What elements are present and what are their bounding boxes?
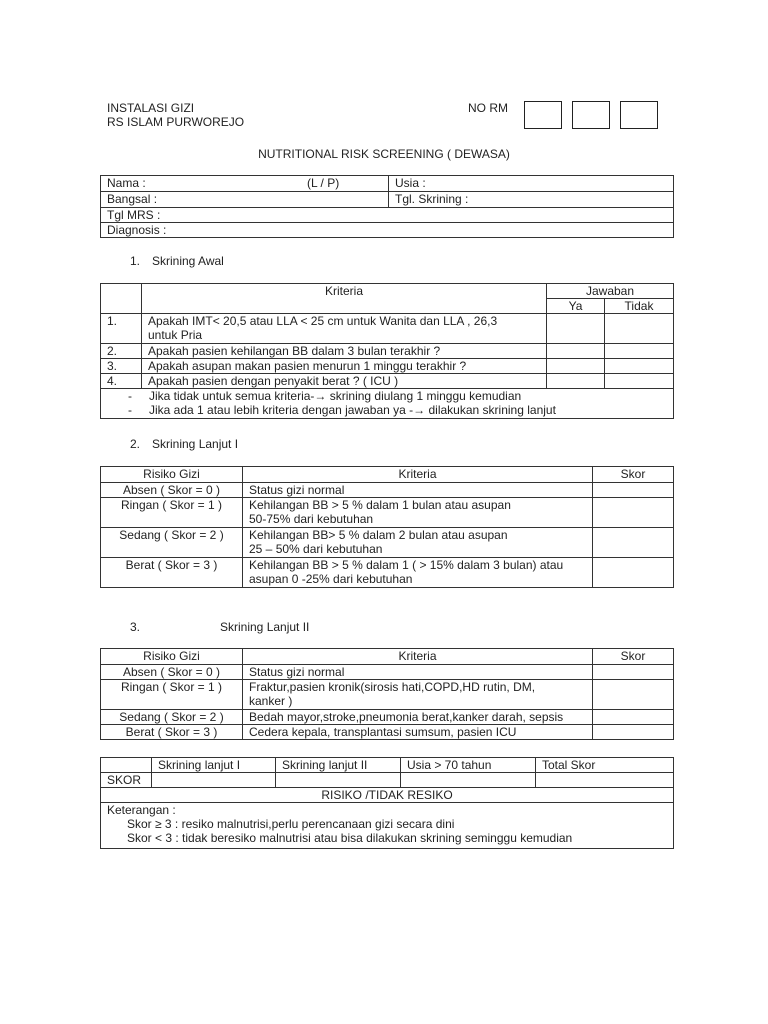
skor-cell[interactable]	[593, 725, 674, 740]
criteria-text: Status gizi normal	[243, 665, 593, 680]
criteria-line: asupan 0 -25% dari kebutuhan	[249, 572, 413, 586]
screening-lanjut-2-table	[100, 648, 674, 740]
criteria-text: Apakah pasien kehilangan BB dalam 3 bulan terakhir ?	[142, 344, 547, 359]
institution-line-1: INSTALASI GIZI	[107, 101, 195, 115]
kriteria-header: Kriteria	[243, 649, 593, 665]
skor-cell[interactable]	[593, 665, 674, 680]
criteria-text	[243, 558, 593, 588]
keterangan-cell	[101, 803, 674, 849]
risiko-result-cell[interactable]: RISIKO /TIDAK RESIKO	[101, 788, 674, 803]
risiko-header: Risiko Gizi	[101, 467, 243, 483]
criteria-line: Kehilangan BB> 5 % dalam 2 bulan atau asupan	[249, 528, 508, 542]
section-2-number: 2.	[130, 437, 141, 451]
gender-label: (L / P)	[307, 176, 340, 190]
keterangan-line-1: Skor ≥ 3 : resiko malnutrisi,perlu perencanaan gizi secara dini	[127, 817, 455, 831]
skrining-lanjut-1-header: Skrining lanjut I	[152, 758, 276, 773]
criteria-line: Kehilangan BB > 5 % dalam 1 ( > 15% dalam 3 bulan) atau	[249, 558, 564, 572]
usia-label: Usia :	[395, 176, 426, 190]
section-1-title: Skrining Awal	[152, 254, 224, 268]
answer-tidak-cell[interactable]	[605, 314, 674, 344]
no-rm-label: NO RM	[468, 101, 508, 115]
answer-tidak-cell[interactable]	[605, 344, 674, 359]
skor-cell[interactable]	[593, 498, 674, 528]
no-rm-box-2[interactable]	[572, 101, 610, 129]
risiko-cell: Ringan ( Skor = 1 )	[101, 680, 243, 710]
risiko-cell: Absen ( Skor = 0 )	[101, 483, 243, 498]
bullet: -	[128, 403, 132, 417]
bullet: -	[128, 389, 132, 403]
section-3-title: Skrining Lanjut II	[220, 620, 310, 634]
diagnosis-cell[interactable]	[101, 223, 674, 238]
no-rm-box-1[interactable]	[524, 101, 562, 129]
criteria-line: Fraktur,pasien kronik(sirosis hati,COPD,HD rutin, DM,	[249, 680, 536, 694]
keterangan-label: Keterangan :	[107, 803, 176, 817]
tgl-skrining-label: Tgl. Skrining :	[395, 192, 469, 206]
criteria-line: untuk Pria	[148, 328, 203, 342]
keterangan-line-2: Skor < 3 : tidak beresiko malnutrisi atau bisa dilakukan skrining seminggu kemudian	[127, 831, 573, 845]
tidak-header: Tidak	[605, 299, 674, 314]
note-line-2	[128, 403, 667, 417]
institution-line-2: RS ISLAM PURWOREJO	[107, 115, 245, 129]
criteria-line: Apakah IMT< 20,5 atau LLA < 25 cm untuk Wanita dan LLA , 26,3	[148, 314, 498, 328]
notes-cell	[101, 389, 674, 419]
row-number: 1.	[101, 314, 142, 344]
row-number: 4.	[101, 374, 142, 389]
criteria-text	[243, 528, 593, 558]
answer-tidak-cell[interactable]	[605, 359, 674, 374]
criteria-line: Kehilangan BB > 5 % dalam 1 bulan atau asupan	[249, 498, 511, 512]
skor-usia-cell[interactable]	[401, 773, 536, 788]
answer-ya-cell[interactable]	[547, 374, 605, 389]
skor-row-label: SKOR	[101, 773, 152, 788]
no-rm-box-3[interactable]	[620, 101, 658, 129]
section-1-number: 1.	[130, 254, 141, 268]
skor-cell[interactable]	[593, 710, 674, 725]
answer-ya-cell[interactable]	[547, 359, 605, 374]
usia-cell[interactable]	[389, 176, 674, 192]
risiko-cell: Berat ( Skor = 3 )	[101, 558, 243, 588]
diagnosis-label: Diagnosis :	[107, 223, 167, 237]
skrining-lanjut-2-header: Skrining lanjut II	[276, 758, 401, 773]
total-skor-header: Total Skor	[536, 758, 674, 773]
header-no-cell	[101, 284, 142, 314]
skor-cell[interactable]	[593, 558, 674, 588]
skor-header: Skor	[593, 467, 674, 483]
note-line-1	[128, 389, 667, 403]
nama-cell[interactable]	[101, 176, 389, 192]
screening-initial-table	[100, 283, 674, 419]
skor-lanjut-2-cell[interactable]	[276, 773, 401, 788]
row-number: 2.	[101, 344, 142, 359]
page-title: NUTRITIONAL RISK SCREENING ( DEWASA)	[258, 147, 510, 161]
nama-label: Nama :	[107, 176, 146, 190]
risiko-cell: Sedang ( Skor = 2 )	[101, 528, 243, 558]
criteria-line: kanker )	[249, 694, 293, 708]
bangsal-label: Bangsal :	[107, 192, 158, 206]
risiko-cell: Berat ( Skor = 3 )	[101, 725, 243, 740]
skor-cell[interactable]	[593, 528, 674, 558]
risiko-cell: Absen ( Skor = 0 )	[101, 665, 243, 680]
note-text: Jika ada 1 atau lebih kriteria dengan jawaban ya -→ dilakukan skrining lanjut	[149, 403, 556, 417]
institution-name	[107, 101, 244, 129]
summary-corner-cell	[101, 758, 152, 773]
skor-lanjut-1-cell[interactable]	[152, 773, 276, 788]
kriteria-header: Kriteria	[142, 284, 547, 314]
answer-tidak-cell[interactable]	[605, 374, 674, 389]
criteria-text: Status gizi normal	[243, 483, 593, 498]
usia-header: Usia > 70 tahun	[401, 758, 536, 773]
skor-header: Skor	[593, 649, 674, 665]
ya-header: Ya	[547, 299, 605, 314]
criteria-text	[142, 314, 547, 344]
criteria-text: Bedah mayor,stroke,pneumonia berat,kanker darah, sepsis	[243, 710, 593, 725]
bangsal-cell[interactable]	[101, 192, 389, 208]
criteria-text: Apakah pasien dengan penyakit berat ? ( ICU )	[142, 374, 547, 389]
total-skor-cell[interactable]	[536, 773, 674, 788]
criteria-text	[243, 498, 593, 528]
summary-table	[100, 757, 674, 849]
row-number: 3.	[101, 359, 142, 374]
jawaban-header: Jawaban	[547, 284, 674, 299]
section-2-title: Skrining Lanjut I	[152, 437, 239, 451]
criteria-text	[243, 680, 593, 710]
risiko-cell: Ringan ( Skor = 1 )	[101, 498, 243, 528]
answer-ya-cell[interactable]	[547, 344, 605, 359]
skor-cell[interactable]	[593, 483, 674, 498]
note-text: Jika tidak untuk semua kriteria-→ skrining diulang 1 minggu kemudian	[149, 389, 522, 403]
section-3-number: 3.	[130, 620, 141, 634]
tgl-mrs-label: Tgl MRS :	[107, 208, 161, 222]
patient-info-table	[100, 175, 674, 238]
tgl-skrining-cell[interactable]	[389, 192, 674, 208]
criteria-text: Cedera kepala, transplantasi sumsum, pasien ICU	[243, 725, 593, 740]
criteria-text: Apakah asupan makan pasien menurun 1 minggu terakhir ?	[142, 359, 547, 374]
criteria-line: 25 – 50% dari kebutuhan	[249, 542, 383, 556]
skor-cell[interactable]	[593, 680, 674, 710]
criteria-line: 50-75% dari kebutuhan	[249, 512, 374, 526]
tgl-mrs-cell[interactable]	[101, 208, 674, 223]
risiko-cell: Sedang ( Skor = 2 )	[101, 710, 243, 725]
answer-ya-cell[interactable]	[547, 314, 605, 344]
screening-lanjut-1-table	[100, 466, 674, 588]
risiko-header: Risiko Gizi	[101, 649, 243, 665]
kriteria-header: Kriteria	[243, 467, 593, 483]
